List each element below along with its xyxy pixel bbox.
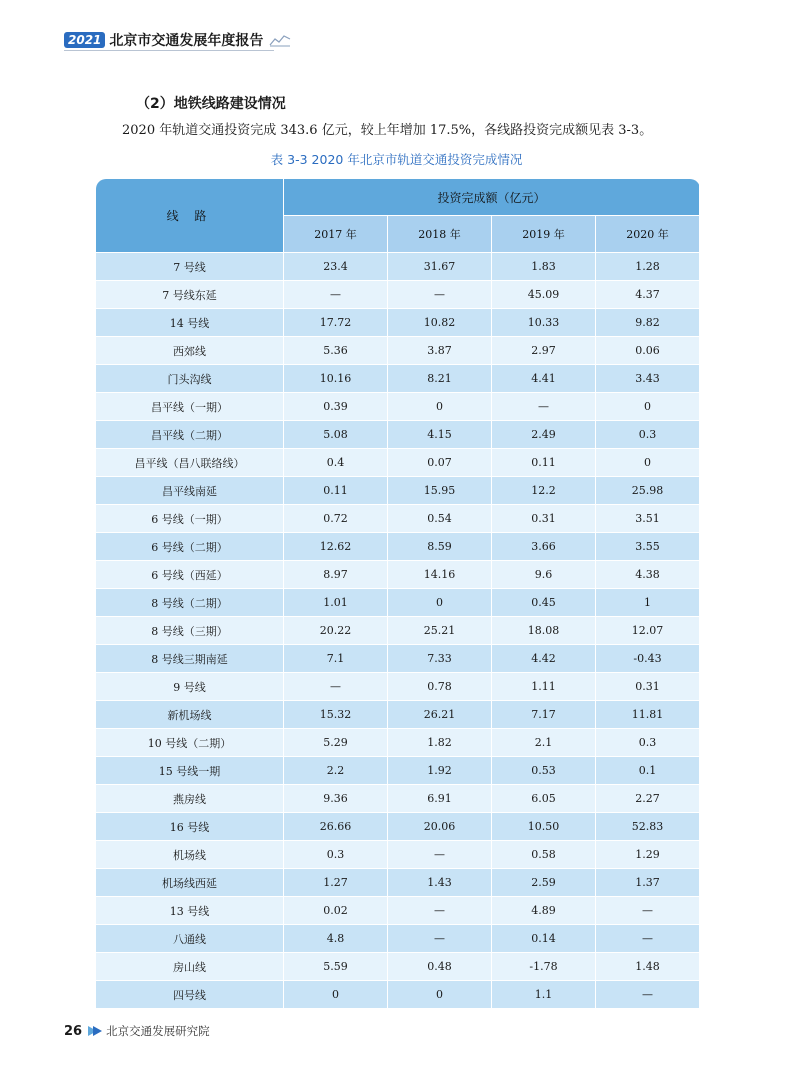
amount-cell: 1.28 — [596, 253, 700, 281]
route-name-cell: 四号线 — [96, 981, 284, 1009]
amount-cell: 8.97 — [284, 561, 388, 589]
amount-cell: 1.83 — [492, 253, 596, 281]
amount-cell: 1.11 — [492, 673, 596, 701]
route-name-cell: 昌平线南延 — [96, 477, 284, 505]
table-body — [96, 253, 700, 1009]
amount-cell: 8.21 — [388, 365, 492, 393]
table-row — [96, 309, 700, 337]
amount-cell: 5.59 — [284, 953, 388, 981]
amount-cell: 0.72 — [284, 505, 388, 533]
amount-cell: 12.07 — [596, 617, 700, 645]
arrow-icon — [88, 1026, 102, 1036]
route-name-cell: 八通线 — [96, 925, 284, 953]
amount-cell: 0.07 — [388, 449, 492, 477]
table-row — [96, 729, 700, 757]
amount-cell: 2.1 — [492, 729, 596, 757]
running-header — [64, 30, 291, 50]
amount-cell: 2.97 — [492, 337, 596, 365]
route-name-cell: 9 号线 — [96, 673, 284, 701]
route-name-cell: 7 号线东延 — [96, 281, 284, 309]
report-title: 北京市交通发展年度报告 — [109, 33, 264, 49]
amount-cell: 3.55 — [596, 533, 700, 561]
amount-cell: 4.42 — [492, 645, 596, 673]
investment-table — [95, 178, 699, 1009]
amount-cell: 0.53 — [492, 757, 596, 785]
amount-cell: 26.66 — [284, 813, 388, 841]
amount-cell: 6.05 — [492, 785, 596, 813]
table-caption: 表 3-3 2020 年北京市轨道交通投资完成情况 — [270, 152, 523, 167]
amount-cell: 4.89 — [492, 897, 596, 925]
amount-cell: 4.15 — [388, 421, 492, 449]
amount-cell: 9.36 — [284, 785, 388, 813]
route-name-cell: 15 号线一期 — [96, 757, 284, 785]
amount-cell: 7.1 — [284, 645, 388, 673]
route-name-cell: 8 号线（三期） — [96, 617, 284, 645]
amount-cell: 0.3 — [284, 841, 388, 869]
year-badge: 2021 — [64, 32, 105, 48]
page-footer — [64, 1023, 210, 1039]
amount-cell: 10.50 — [492, 813, 596, 841]
amount-cell: 10.33 — [492, 309, 596, 337]
amount-cell: — — [596, 897, 700, 925]
amount-cell: 20.06 — [388, 813, 492, 841]
table-row — [96, 617, 700, 645]
table-row — [96, 449, 700, 477]
amount-cell: 3.51 — [596, 505, 700, 533]
year-header: 2018 年 — [388, 216, 492, 253]
table-row — [96, 477, 700, 505]
amount-cell: 5.36 — [284, 337, 388, 365]
amount-cell: 0.02 — [284, 897, 388, 925]
amount-cell: 0.58 — [492, 841, 596, 869]
amount-cell: — — [388, 925, 492, 953]
amount-cell: 10.16 — [284, 365, 388, 393]
header-divider — [64, 50, 274, 51]
route-name-cell: 16 号线 — [96, 813, 284, 841]
amount-cell: 0 — [388, 589, 492, 617]
route-name-cell: 6 号线（西延） — [96, 561, 284, 589]
route-name-cell: 燕房线 — [96, 785, 284, 813]
table-row — [96, 561, 700, 589]
amount-cell: 4.38 — [596, 561, 700, 589]
amount-cell: 0 — [284, 981, 388, 1009]
amount-cell: 0.31 — [492, 505, 596, 533]
amount-cell: 3.66 — [492, 533, 596, 561]
table-row — [96, 869, 700, 897]
route-column-header: 线 路 — [96, 179, 284, 253]
table-row — [96, 253, 700, 281]
amount-cell: — — [388, 281, 492, 309]
amount-cell: 0.4 — [284, 449, 388, 477]
amount-cell: 2.2 — [284, 757, 388, 785]
amount-cell: 1.82 — [388, 729, 492, 757]
amount-cell: 45.09 — [492, 281, 596, 309]
amount-cell: 10.82 — [388, 309, 492, 337]
table-row — [96, 589, 700, 617]
amount-cell: 9.82 — [596, 309, 700, 337]
line-chart-icon — [269, 33, 291, 47]
route-name-cell: 新机场线 — [96, 701, 284, 729]
route-name-cell: 6 号线（一期） — [96, 505, 284, 533]
table-row — [96, 421, 700, 449]
amount-cell: 0 — [388, 393, 492, 421]
amount-cell: 0.3 — [596, 421, 700, 449]
amount-cell: 0 — [596, 393, 700, 421]
table-row — [96, 953, 700, 981]
table-row — [96, 757, 700, 785]
table-row — [96, 925, 700, 953]
amount-cell: 1.01 — [284, 589, 388, 617]
amount-cell: 0.31 — [596, 673, 700, 701]
route-name-cell: 昌平线（昌八联络线） — [96, 449, 284, 477]
body-paragraph: 2020 年轨道交通投资完成 343.6 亿元，较上年增加 17.5%，各线路投资完成额见表 3-3。 — [122, 123, 653, 138]
amount-cell: 0.11 — [492, 449, 596, 477]
route-name-cell: 13 号线 — [96, 897, 284, 925]
amount-cell: 31.67 — [388, 253, 492, 281]
route-name-cell: 14 号线 — [96, 309, 284, 337]
amount-cell: 0.1 — [596, 757, 700, 785]
table-row — [96, 813, 700, 841]
amount-cell: 0.39 — [284, 393, 388, 421]
table-row — [96, 785, 700, 813]
amount-cell: 0.11 — [284, 477, 388, 505]
amount-cell: 14.16 — [388, 561, 492, 589]
amount-cell: 1.43 — [388, 869, 492, 897]
route-name-cell: 机场线西延 — [96, 869, 284, 897]
table-row — [96, 393, 700, 421]
amount-cell: 20.22 — [284, 617, 388, 645]
table-row — [96, 841, 700, 869]
amount-cell: 0.06 — [596, 337, 700, 365]
table-row — [96, 337, 700, 365]
amount-cell: 3.43 — [596, 365, 700, 393]
amount-cell: 0 — [596, 449, 700, 477]
amount-cell: 5.08 — [284, 421, 388, 449]
amount-cell: 7.33 — [388, 645, 492, 673]
amount-cell: 0.78 — [388, 673, 492, 701]
amount-cell: 2.27 — [596, 785, 700, 813]
route-name-cell: 7 号线 — [96, 253, 284, 281]
route-name-cell: 门头沟线 — [96, 365, 284, 393]
table-row — [96, 673, 700, 701]
amount-cell: 1.48 — [596, 953, 700, 981]
amount-cell: 0.3 — [596, 729, 700, 757]
route-name-cell: 8 号线三期南延 — [96, 645, 284, 673]
amount-cell: 1.27 — [284, 869, 388, 897]
page-number: 26 — [64, 1023, 83, 1039]
amount-cell: — — [492, 393, 596, 421]
amount-cell: 0.48 — [388, 953, 492, 981]
route-name-cell: 机场线 — [96, 841, 284, 869]
amount-cell: 26.21 — [388, 701, 492, 729]
amount-cell: — — [596, 981, 700, 1009]
amount-column-header: 投资完成额（亿元） — [284, 179, 700, 216]
amount-cell: 1.1 — [492, 981, 596, 1009]
table-row — [96, 533, 700, 561]
year-header: 2017 年 — [284, 216, 388, 253]
route-name-cell: 房山线 — [96, 953, 284, 981]
amount-cell: — — [284, 281, 388, 309]
amount-cell: 1.29 — [596, 841, 700, 869]
amount-cell: 1.92 — [388, 757, 492, 785]
amount-cell: 4.37 — [596, 281, 700, 309]
amount-cell: 0 — [388, 981, 492, 1009]
route-name-cell: 西郊线 — [96, 337, 284, 365]
amount-cell: 15.32 — [284, 701, 388, 729]
amount-cell: -1.78 — [492, 953, 596, 981]
amount-cell: 25.21 — [388, 617, 492, 645]
amount-cell: 0.45 — [492, 589, 596, 617]
amount-cell: 5.29 — [284, 729, 388, 757]
route-name-cell: 10 号线（二期） — [96, 729, 284, 757]
amount-cell: 6.91 — [388, 785, 492, 813]
table-row — [96, 505, 700, 533]
amount-cell: 15.95 — [388, 477, 492, 505]
amount-cell: 17.72 — [284, 309, 388, 337]
amount-cell: 25.98 — [596, 477, 700, 505]
amount-cell: 1.37 — [596, 869, 700, 897]
amount-cell: 4.41 — [492, 365, 596, 393]
amount-cell: — — [388, 897, 492, 925]
amount-cell: 0.54 — [388, 505, 492, 533]
route-name-cell: 6 号线（二期） — [96, 533, 284, 561]
amount-cell: 52.83 — [596, 813, 700, 841]
route-name-cell: 昌平线（二期） — [96, 421, 284, 449]
table-row — [96, 701, 700, 729]
year-header: 2020 年 — [596, 216, 700, 253]
amount-cell: — — [284, 673, 388, 701]
amount-cell: 7.17 — [492, 701, 596, 729]
amount-cell: — — [388, 841, 492, 869]
amount-cell: 23.4 — [284, 253, 388, 281]
route-name-cell: 8 号线（二期） — [96, 589, 284, 617]
organization-name: 北京交通发展研究院 — [106, 1024, 210, 1038]
table-row — [96, 365, 700, 393]
amount-cell: 0.14 — [492, 925, 596, 953]
table-row — [96, 645, 700, 673]
amount-cell: 2.49 — [492, 421, 596, 449]
year-header: 2019 年 — [492, 216, 596, 253]
amount-cell: 8.59 — [388, 533, 492, 561]
amount-cell: 12.2 — [492, 477, 596, 505]
table-row — [96, 897, 700, 925]
route-name-cell: 昌平线（一期） — [96, 393, 284, 421]
amount-cell: 9.6 — [492, 561, 596, 589]
amount-cell: 18.08 — [492, 617, 596, 645]
amount-cell: -0.43 — [596, 645, 700, 673]
table-row — [96, 281, 700, 309]
amount-cell: 2.59 — [492, 869, 596, 897]
amount-cell: 12.62 — [284, 533, 388, 561]
section-title: （2）地铁线路建设情况 — [136, 96, 286, 112]
amount-cell: — — [596, 925, 700, 953]
amount-cell: 4.8 — [284, 925, 388, 953]
amount-cell: 11.81 — [596, 701, 700, 729]
table-row — [96, 981, 700, 1009]
amount-cell: 1 — [596, 589, 700, 617]
amount-cell: 3.87 — [388, 337, 492, 365]
